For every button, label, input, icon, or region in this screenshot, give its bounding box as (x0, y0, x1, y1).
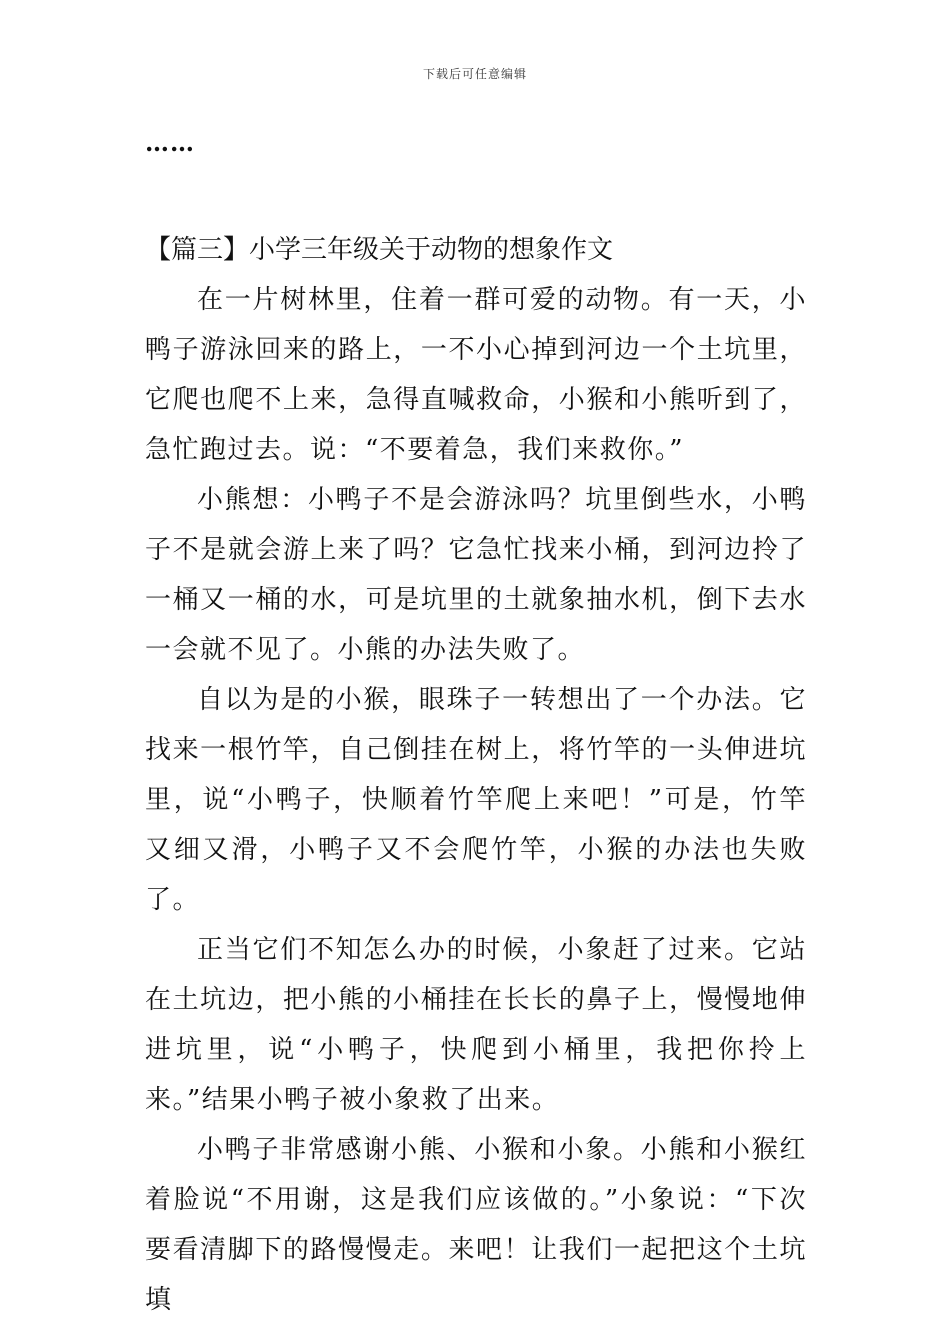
paragraph-1: 在一片树林里，住着一群可爱的动物。有一天，小鸭子游泳回来的路上，一不小心掉到河边一个土坑里，它爬也爬不上来，急得直喊救命，小猴和小熊听到了，急忙跑过去。说：“不要着急，我们来救你。” (145, 285, 807, 465)
article-heading: 【篇三】小学三年级关于动物的想象作文 (145, 235, 614, 265)
article-body (145, 225, 807, 1325)
paragraph-3: 自以为是的小猴，眼珠子一转想出了一个办法。它找来一根竹竿，自己倒挂在树上，将竹竿的一头伸进坑里，说“小鸭子，快顺着竹竿爬上来吧！”可是，竹竿又细又滑，小鸭子又不会爬竹竿，小猴的办法也失败了。 (145, 685, 807, 915)
ellipsis-marker: …… (145, 128, 195, 157)
paragraph-2: 小熊想：小鸭子不是会游泳吗？坑里倒些水，小鸭子不是就会游上来了吗？它急忙找来小桶，到河边拎了一桶又一桶的水，可是坑里的土就象抽水机，倒下去水一会就不见了。小熊的办法失败了。 (145, 485, 807, 665)
paragraph-5: 小鸭子非常感谢小熊、小猴和小象。小熊和小猴红着脸说“不用谢，这是我们应该做的。”小象说：“下次要看清脚下的路慢慢走。来吧！让我们一起把这个土坑填 (145, 1135, 807, 1315)
page-header-note: 下载后可任意编辑 (422, 67, 527, 81)
paragraph-4: 正当它们不知怎么办的时候，小象赶了过来。它站在土坑边，把小熊的小桶挂在长长的鼻子上，慢慢地伸进坑里，说“小鸭子，快爬到小桶里，我把你拎上来。”结果小鸭子被小象救了出来。 (145, 935, 807, 1115)
